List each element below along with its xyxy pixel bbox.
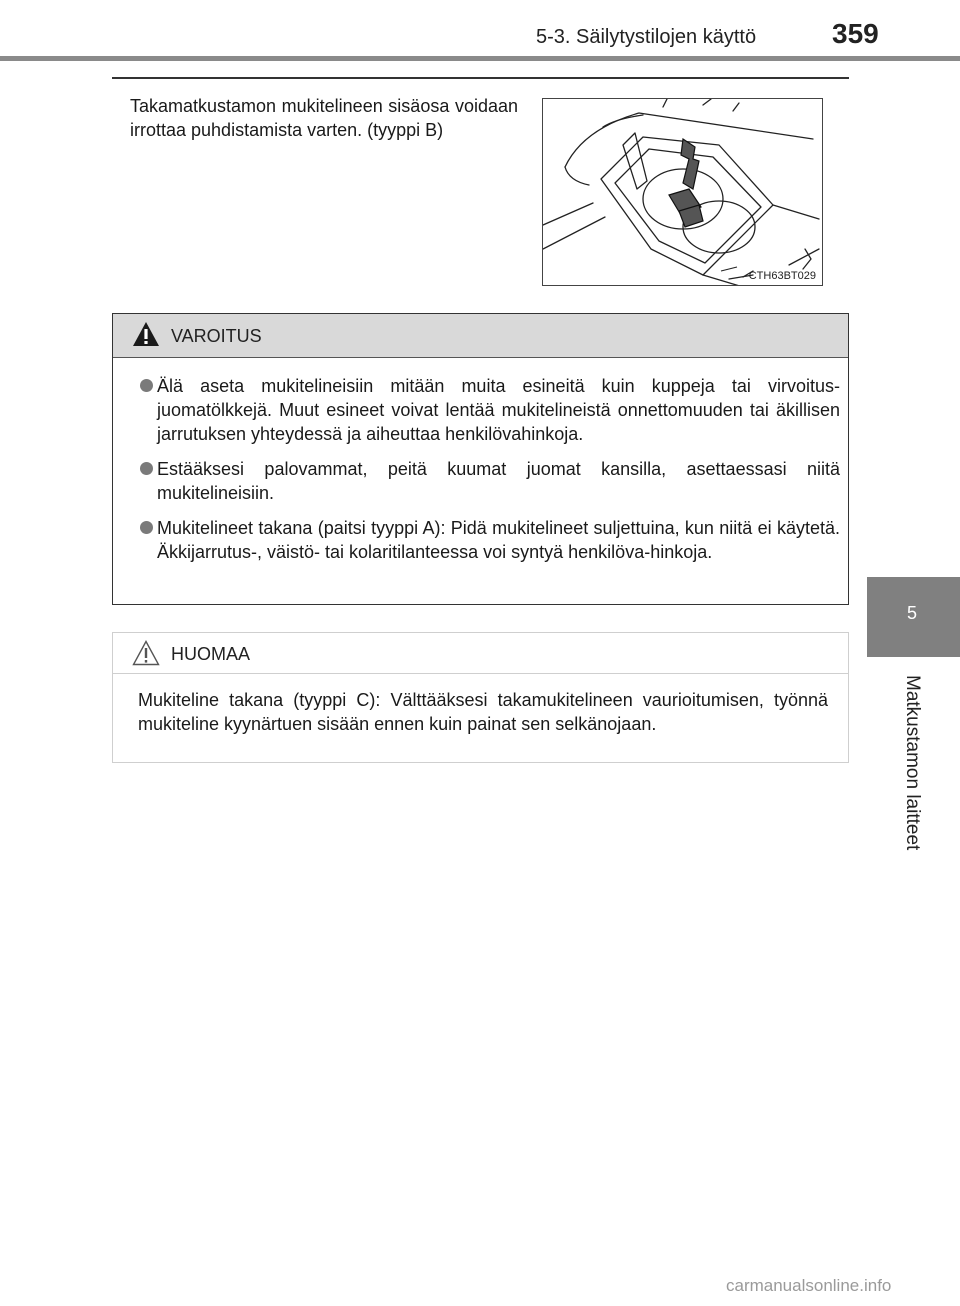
notice-box (112, 632, 849, 763)
section-title: 5-3. Säilytystilojen käyttö (536, 26, 757, 48)
intro-paragraph: Takamatkustamon mukitelineen sisäosa voidaan irrottaa puhdistamista varten. (tyyppi B) (130, 96, 518, 140)
header-bar (0, 56, 960, 61)
warning-title: VAROITUS (171, 326, 262, 346)
caution-triangle-icon (132, 640, 160, 666)
warning-box (112, 313, 849, 605)
top-rule (112, 77, 849, 79)
warning-item-text: Estääksesi palovammat, peitä kuumat juomat kansilla, asettaessasi niitä mukitelineisiin. (157, 459, 840, 503)
notice-title: HUOMAA (171, 644, 251, 664)
page-number: 359 (832, 18, 879, 49)
warning-list (113, 374, 850, 575)
warning-triangle-icon (132, 321, 160, 347)
warning-item-text: Mukitelineet takana (paitsi tyyppi A): Pidä mukitelineet suljettuina, kun niitä ei käytetä. Äkkijarrutus-, väistö- tai kolaritilanteessa voi syntyä henkilöva-hinkoja. (157, 518, 840, 562)
bullet-dot-icon (140, 379, 153, 392)
warning-header (113, 314, 848, 358)
warning-item-text: Älä aseta mukitelineisiin mitään muita esineitä kuin kuppeja tai virvoitus-juomatölkkejä. Muut esineet voivat lentää mukitelineistä onnettomuuden tai äkillisen jarrutuksen yhteydessä ja aiheuttaa henkilövahinkoja. (157, 376, 840, 444)
figure-code: CTH63BT029 (748, 270, 816, 282)
warning-item (113, 457, 850, 505)
watermark: carmanualsonline.info (726, 1276, 892, 1295)
bullet-dot-icon (140, 462, 153, 475)
notice-header (113, 633, 848, 674)
warning-item (113, 374, 850, 446)
cup-holder-illustration (542, 98, 823, 286)
chapter-tab (867, 577, 960, 657)
notice-text: Mukiteline takana (tyyppi C): Välttääksesi takamukitelineen vaurioitumisen, työnnä mukiteline kyynärtuen sisään ennen kuin painat sen selkänojaan. (138, 690, 828, 734)
chapter-title: Matkustamon laitteet (902, 675, 923, 851)
chapter-number: 5 (907, 603, 918, 623)
warning-item (113, 516, 850, 564)
bullet-dot-icon (140, 521, 153, 534)
cup-holder-drawing (543, 99, 823, 286)
